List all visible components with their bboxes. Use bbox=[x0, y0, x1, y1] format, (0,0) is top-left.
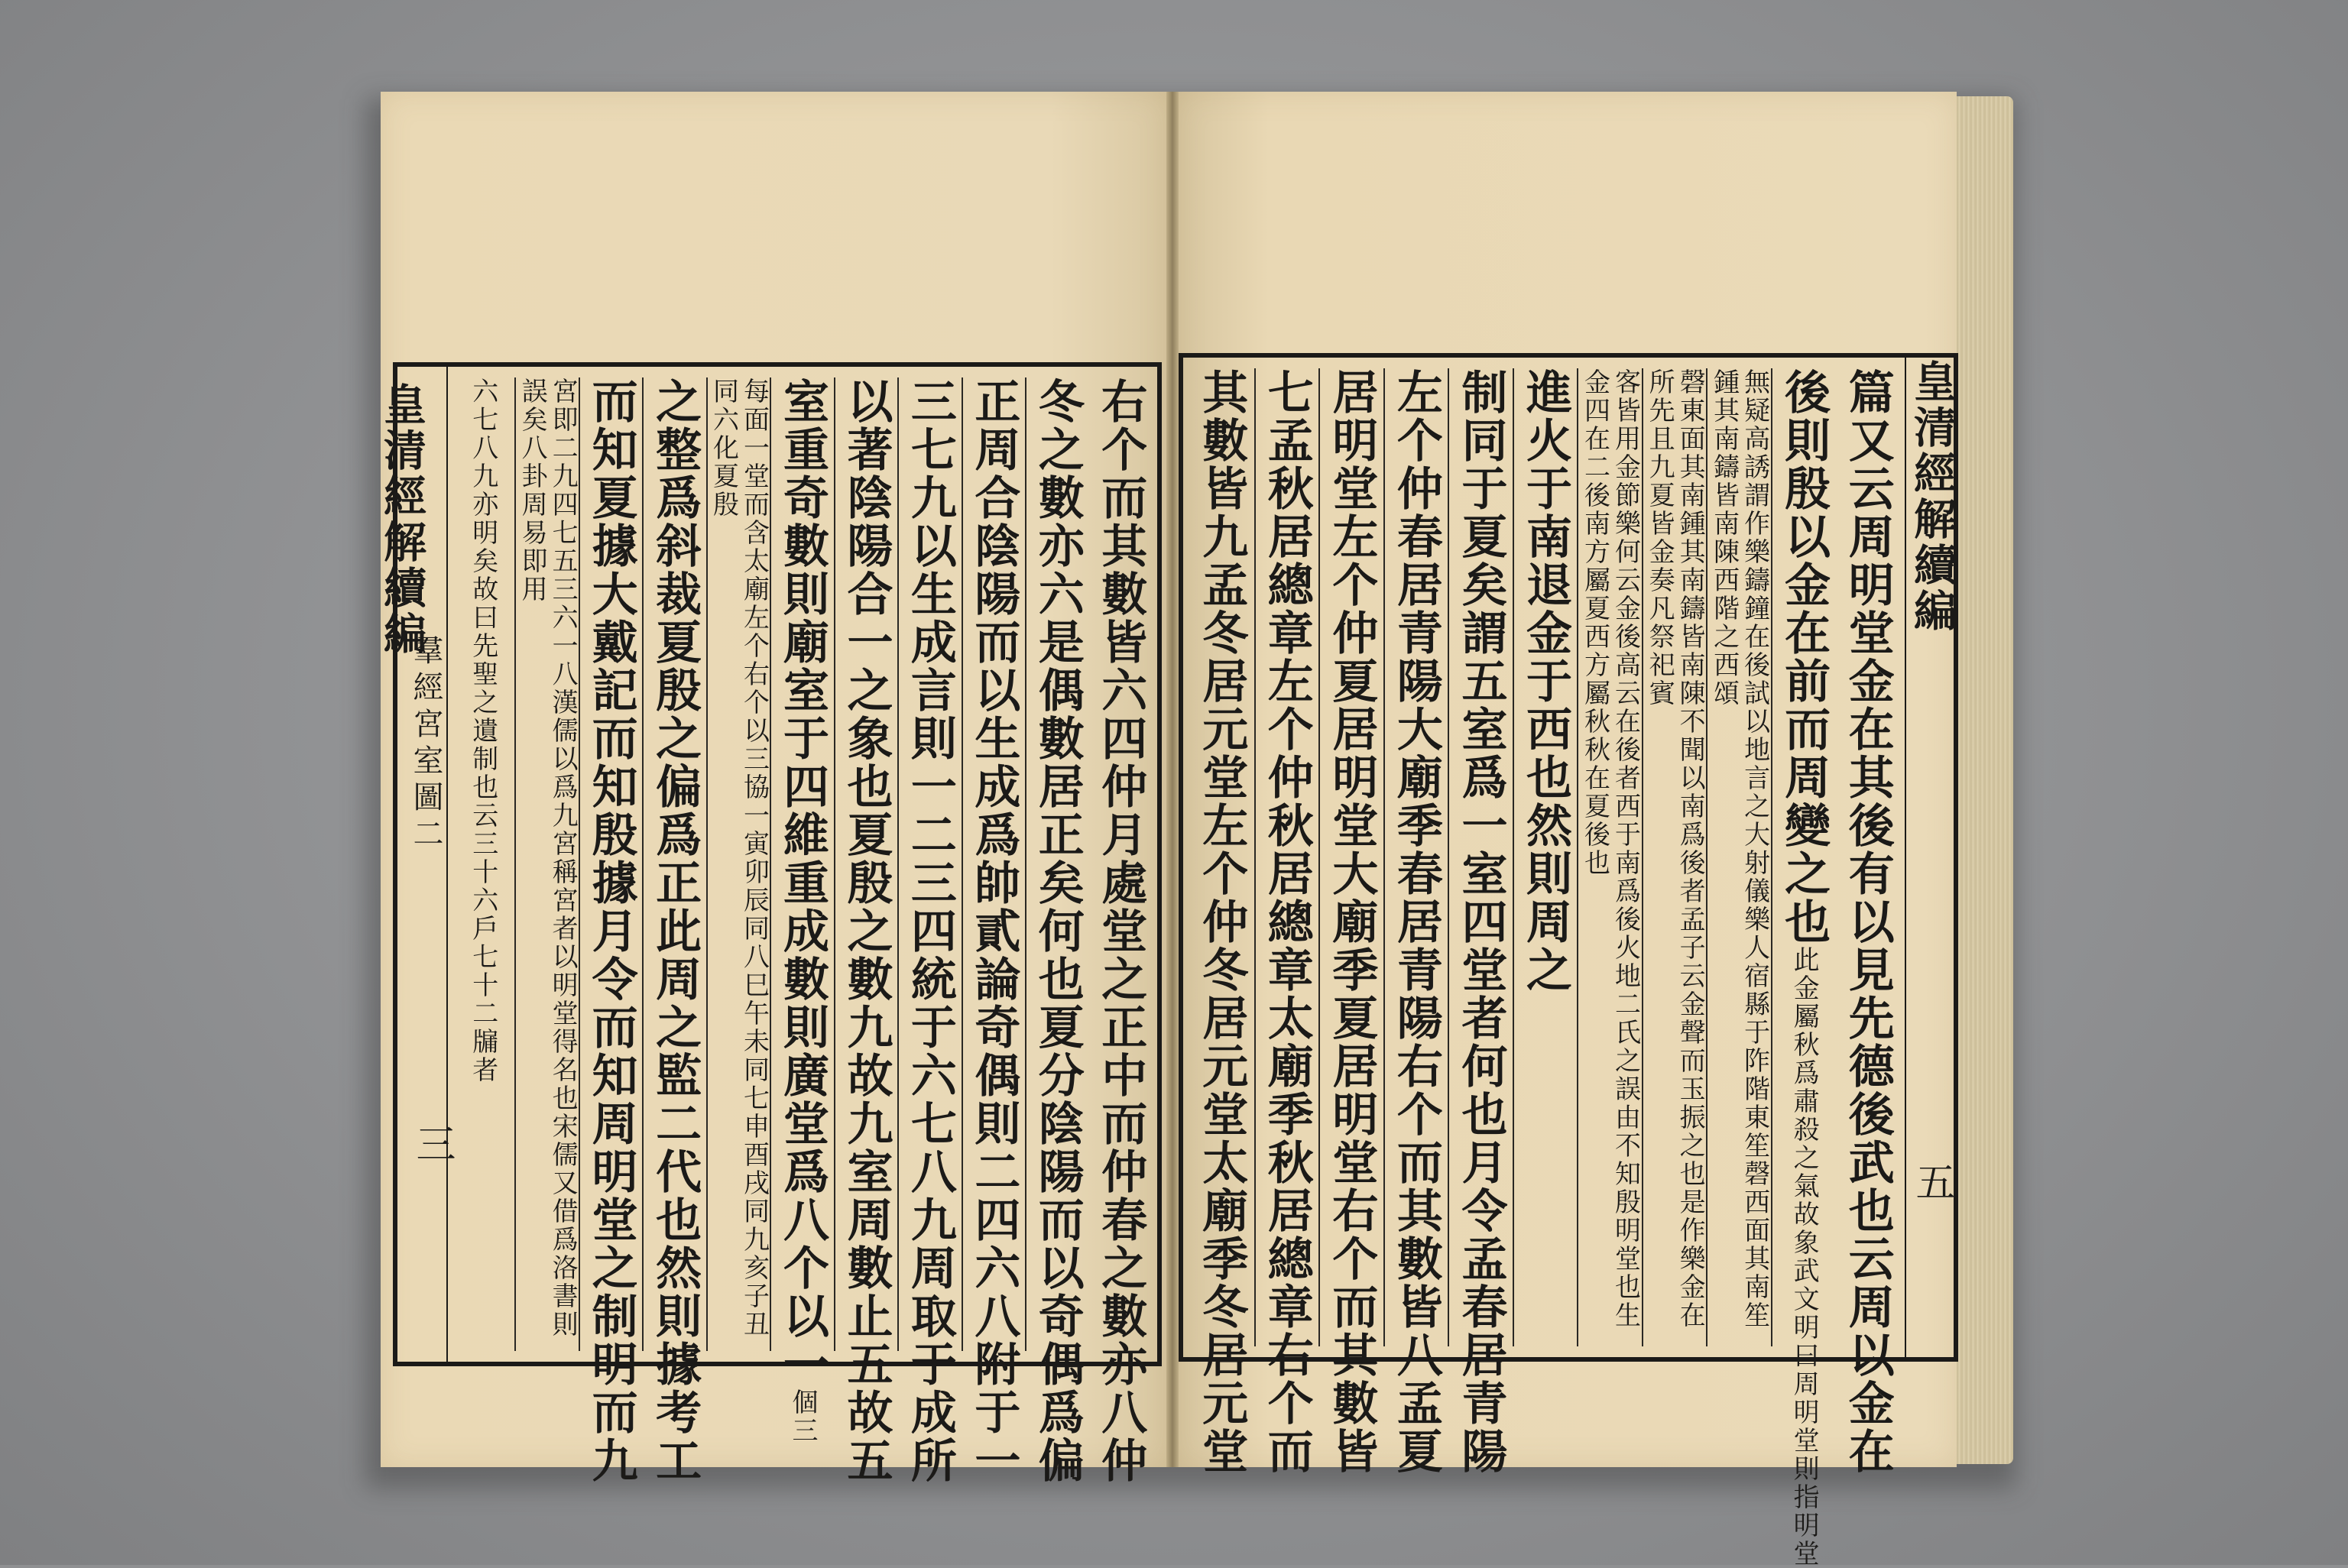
right-text-frame bbox=[1179, 353, 1958, 1568]
right-margin-title bbox=[1902, 359, 1963, 634]
column-text: 冬之數亦六是偶數居正矣何也夏分陰陽而以奇偶爲偏 bbox=[1030, 377, 1085, 1485]
column-text: 七孟秋居總章左个仲秋居總章太廟季秋居總章右个而 bbox=[1260, 368, 1314, 1476]
column-main-text: 後則殷以金在前而周變之也 bbox=[1777, 368, 1831, 946]
column-text: 宮即二九四七五三六一八漢儒以爲九宮稱宮者以明堂得名也宋儒又借爲洛書則誤矣八卦周易即用 bbox=[517, 377, 579, 1339]
text-column bbox=[1835, 368, 1900, 1476]
text-column bbox=[770, 377, 833, 1445]
column-note-text: 此金屬秋爲肅殺之氣故象武文明曰周明堂則指明堂 bbox=[1789, 946, 1820, 1568]
text-column bbox=[451, 377, 514, 1351]
column-text: 每面一堂而含太廟左个右个以三協一寅卯辰同八巳午未同七申酉戌同九亥子丑同六化夏殷 bbox=[708, 377, 770, 1339]
left-margin-volume bbox=[401, 634, 451, 854]
text-column bbox=[1706, 368, 1771, 1346]
text-column bbox=[1448, 368, 1513, 1476]
left-book-title: 皇清經解續編 bbox=[377, 382, 427, 657]
column-text: 左个仲春居青陽大廟季春居青陽右个而其數皆八孟夏 bbox=[1389, 368, 1443, 1476]
text-column bbox=[1642, 368, 1707, 1346]
column-text: 之整爲斜裁夏殷之偏爲正此周之監二代也然則據考工 bbox=[648, 377, 702, 1485]
column-text: 客皆用金節樂何云金後高云在後者西于南爲後火地二氏之誤由不知殷明堂也生金四在二後南方屬夏西方屬秋秋在夏後也 bbox=[1579, 368, 1641, 1330]
column-text: 制同于夏矣謂五室爲一室四堂者何也月令孟春居青陽 bbox=[1454, 368, 1508, 1476]
column-text: 右个而其數皆六四仲月處堂之正中而仲春之數亦八仲 bbox=[1094, 377, 1148, 1485]
text-column bbox=[706, 377, 770, 1351]
book-spine-gutter bbox=[1166, 92, 1179, 1467]
column-text: 居明堂左个仲夏居明堂大廟季夏居明堂右个而其數皆 bbox=[1325, 368, 1379, 1476]
column-text: 磬東面其南鍾其南鑄皆南陳不聞以南爲後者孟子云金聲而玉振之也是作樂金在所先且九夏皆金奏凡祭祀賓 bbox=[1644, 368, 1706, 1330]
column-note-text: 個三 bbox=[786, 1388, 818, 1445]
left-margin-rule bbox=[446, 367, 448, 1362]
text-column bbox=[1089, 377, 1153, 1485]
text-column bbox=[1318, 368, 1383, 1476]
page-edges bbox=[1951, 96, 2013, 1464]
text-column bbox=[1383, 368, 1448, 1476]
column-text: 六七八九亦明矣故曰先聖之遺制也云三十六戶七十二牖者 bbox=[467, 377, 498, 1084]
right-book-title: 皇清經解續編 bbox=[1907, 359, 1957, 634]
column-main-text: 室重奇數則廟室于四維重成數則廣堂爲八个以一 bbox=[775, 377, 829, 1388]
column-text: 正周合陰陽而以生成爲帥貳論奇偶則二四六八附于一 bbox=[967, 377, 1021, 1485]
left-margin-title bbox=[371, 382, 433, 657]
column-text: 無疑高誘謂作樂鑄鐘在後試以地言之大射儀樂人宿縣于阼階東笙磬西面其南笙鍾其南鑄皆南陳西階之西頌 bbox=[1708, 368, 1770, 1330]
text-column bbox=[1513, 368, 1578, 1346]
text-column bbox=[1189, 368, 1254, 1476]
text-column bbox=[897, 377, 961, 1485]
column-text bbox=[1513, 368, 1578, 994]
column-text: 而知夏據大戴記而知殷據月令而知周明堂之制明而九 bbox=[584, 377, 638, 1485]
text-column bbox=[642, 377, 705, 1485]
text-column bbox=[1025, 377, 1088, 1485]
column-text: 其數皆九孟冬居元堂左个仲冬居元堂太廟季冬居元堂 bbox=[1195, 368, 1249, 1476]
left-text-frame bbox=[393, 362, 1162, 1485]
text-column bbox=[514, 377, 578, 1351]
text-column bbox=[1254, 368, 1319, 1476]
text-column bbox=[579, 377, 642, 1485]
column-text: 以著陰陽合一之象也夏殷之數九故九室周數止五故五 bbox=[839, 377, 893, 1485]
left-folio: 三 bbox=[409, 1123, 455, 1163]
right-folio: 五 bbox=[1909, 1161, 1954, 1201]
left-volume-label: 羣經宮室圖二 bbox=[408, 634, 443, 854]
text-column bbox=[1577, 368, 1642, 1346]
column-main-text: 進火于南退金于西也然則周之 bbox=[1518, 368, 1572, 994]
column-text: 三七九以生成言則一二三四統于六七八九周取于成所 bbox=[903, 377, 957, 1485]
column-text bbox=[770, 377, 835, 1445]
column-text bbox=[1771, 368, 1837, 1568]
text-column bbox=[962, 377, 1025, 1485]
text-column bbox=[834, 377, 897, 1485]
column-text: 篇又云周明堂金在其後有以見先德後武也云周以金在 bbox=[1840, 368, 1895, 1476]
text-column bbox=[1771, 368, 1836, 1568]
